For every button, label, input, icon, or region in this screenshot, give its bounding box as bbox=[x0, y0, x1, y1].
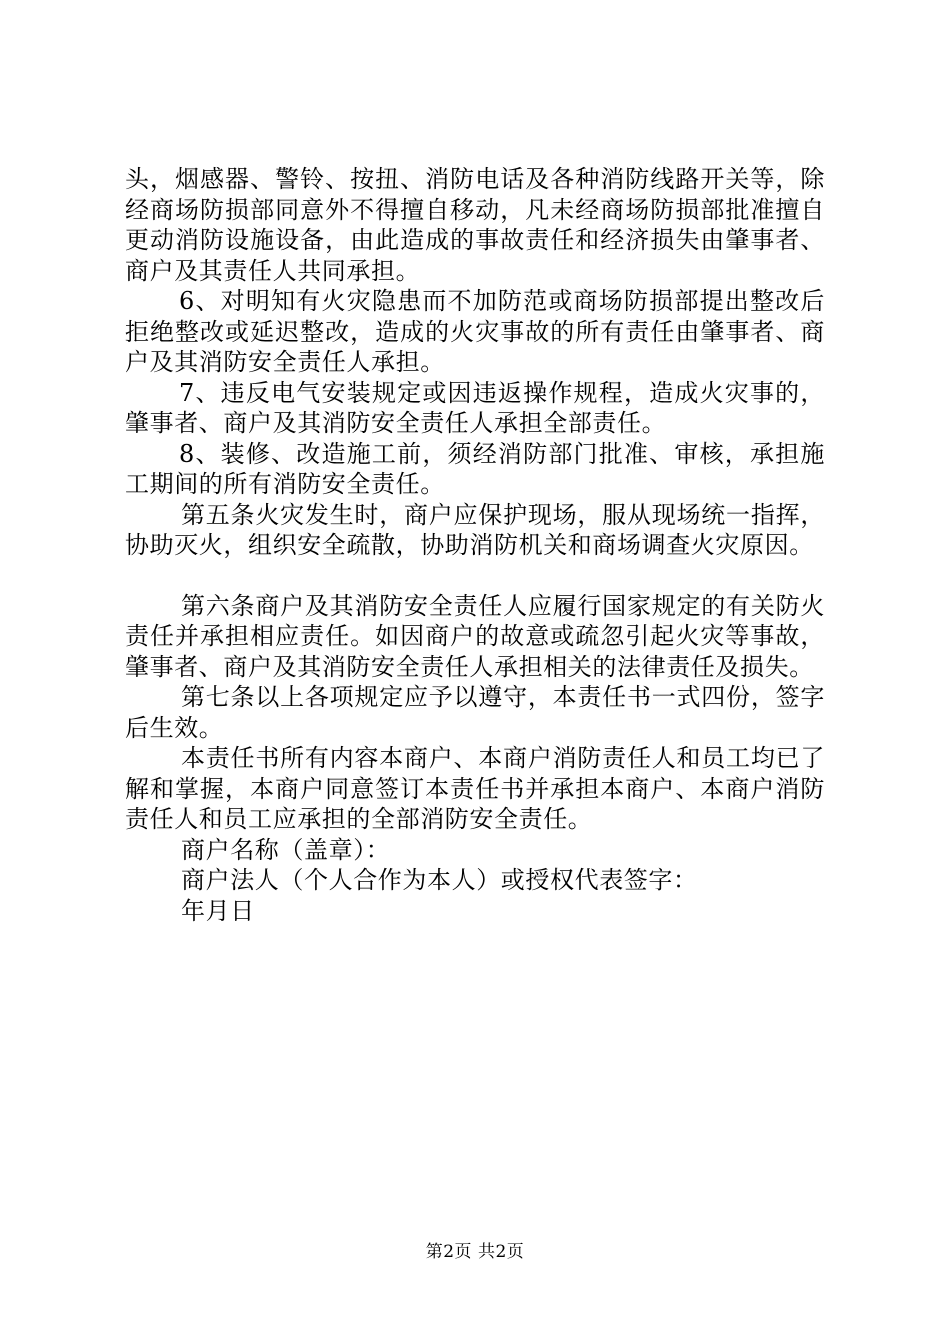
clause-6: 6、对明知有火灾隐患而不加防范或商场防损部提出整改后拒绝整改或延迟整改，造成的火灾事故的所有责任由肇事者、商户及其消防安全责任人承担。 bbox=[125, 287, 825, 376]
acknowledgement-paragraph: 本责任书所有内容本商户、本商户消防责任人和员工均已了解和掌握，本商户同意签订本责任书并承担本商户、本商户消防责任人和员工应承担的全部消防安全责任。 bbox=[125, 744, 825, 833]
date-line: 年月日 bbox=[181, 896, 255, 925]
paragraph-continuation: 头，烟感器、警铃、按扭、消防电话及各种消防线路开关等，除经商场防损部同意外不得擅自移动，凡未经商场防损部批准擅自更动消防设施设备，由此造成的事故责任和经济损失由肇事者、商户及其责任人共同承担。 bbox=[125, 165, 825, 285]
article-6: 第六条商户及其消防安全责任人应履行国家规定的有关防火责任并承担相应责任。如因商户的故意或疏忽引起火灾等事故，肇事者、商户及其消防安全责任人承担相关的法律责任及损失。 bbox=[125, 591, 825, 681]
document-body bbox=[125, 164, 825, 926]
article-7: 第七条以上各项规定应予以遵守，本责任书一式四份，签字后生效。 bbox=[125, 683, 825, 742]
signature-line: 商户法人（个人合作为本人）或授权代表签字： bbox=[181, 866, 698, 894]
clause-7: 7、违反电气安装规定或因违返操作规程，造成火灾事的，肇事者、商户及其消防安全责任人承担全部责任。 bbox=[125, 378, 825, 437]
clause-8: 8、装修、改造施工前，须经消防部门批准、审核，承担施工期间的所有消防安全责任。 bbox=[125, 439, 825, 498]
article-5: 第五条火灾发生时，商户应保护现场，服从现场统一指挥，协助灭火，组织安全疏散，协助消防机关和商场调查火灾原因。 bbox=[125, 500, 825, 559]
merchant-name-line: 商户名称（盖章）： bbox=[181, 835, 391, 864]
page-footer: 第2页 共2页 bbox=[425, 1242, 525, 1262]
paragraph-gap bbox=[125, 561, 825, 591]
